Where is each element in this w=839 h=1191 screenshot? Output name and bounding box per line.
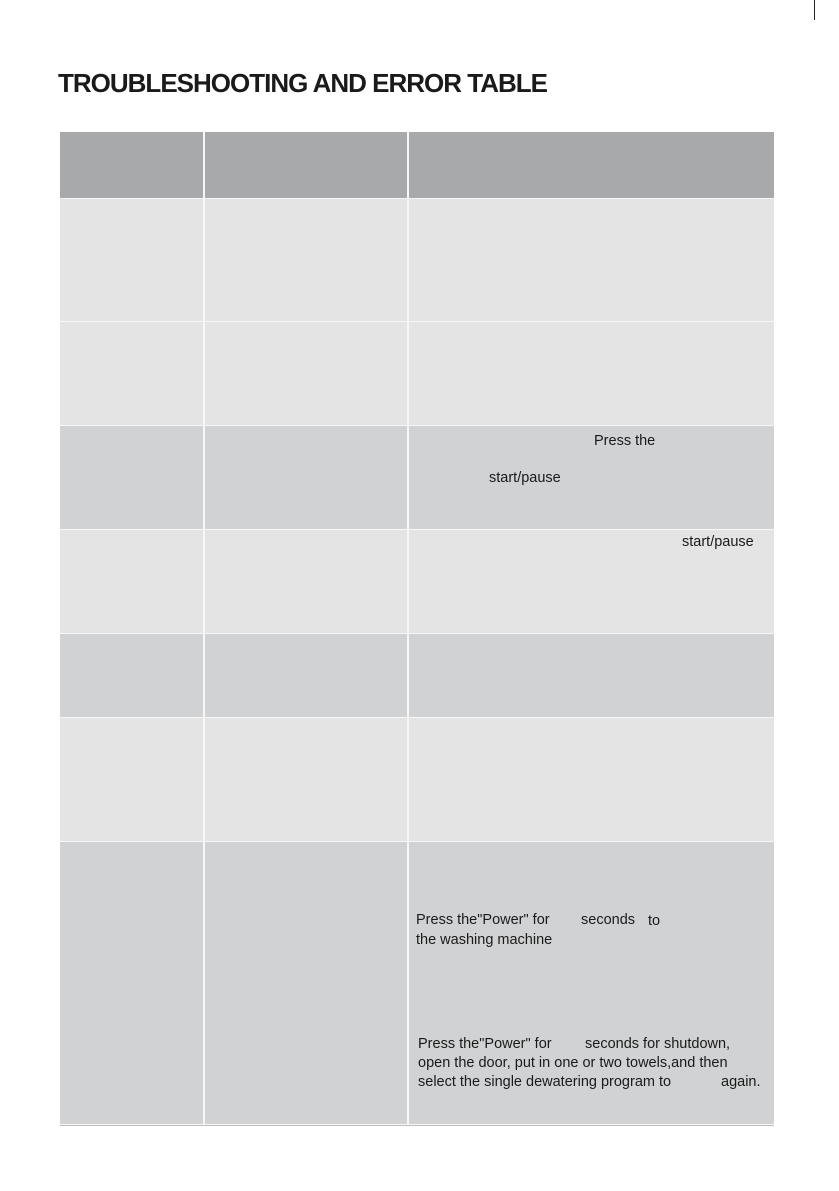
- row-5-cell-3: [407, 634, 774, 717]
- row-5-cell-2: [203, 634, 407, 717]
- row-6-cell-3: [407, 718, 774, 841]
- row-4-cell-3: [407, 530, 774, 633]
- table-row-6: [60, 718, 774, 842]
- row-4-cell-1: [60, 530, 203, 633]
- row-2-cell-2: [203, 322, 407, 425]
- row-4-start-pause: start/pause: [682, 534, 754, 550]
- table-header-row: [60, 132, 774, 199]
- row-3-cell-3: [407, 426, 774, 529]
- row-1-cell-3: [407, 199, 774, 321]
- row-3-cell-1: [60, 426, 203, 529]
- row-7-cell-1: [60, 842, 203, 1124]
- table-row-5: [60, 634, 774, 718]
- row-5-cell-1: [60, 634, 203, 717]
- row-7-line-5-b: again.: [721, 1074, 761, 1090]
- row-2-cell-1: [60, 322, 203, 425]
- row-3-start-pause: start/pause: [489, 470, 561, 486]
- troubleshooting-table: [60, 132, 774, 1126]
- row-7-cell-3: [407, 842, 774, 1124]
- row-7-line-5-a: select the single dewatering program to: [418, 1074, 672, 1090]
- row-1-cell-2: [203, 199, 407, 321]
- row-7-line-3-a: Press the"Power" for: [418, 1036, 552, 1052]
- table-row-4: [60, 530, 774, 634]
- row-7-line-1-b: seconds: [581, 912, 636, 928]
- page-title: TROUBLESHOOTING AND ERROR TABLE: [58, 68, 547, 98]
- header-cell-1: [60, 132, 203, 198]
- row-7-line-2: the washing machine: [416, 932, 553, 948]
- table-row-2: [60, 322, 774, 426]
- row-7-line-3-b: seconds for shutdown,: [585, 1036, 731, 1052]
- header-cell-3: [407, 132, 774, 198]
- row-7-line-1-a: Press the"Power" for: [416, 912, 550, 928]
- row-3-cell-2: [203, 426, 407, 529]
- header-cell-2: [203, 132, 407, 198]
- row-7-line-1-c: to: [648, 913, 661, 929]
- row-1-cell-1: [60, 199, 203, 321]
- row-3-press-the: Press the: [594, 433, 656, 449]
- table-row-1: [60, 199, 774, 322]
- page-corner-mark: [814, 0, 815, 20]
- row-4-cell-2: [203, 530, 407, 633]
- row-6-cell-1: [60, 718, 203, 841]
- row-7-line-4: open the door, put in one or two towels,and then: [418, 1055, 728, 1071]
- row-7-cell-2: [203, 842, 407, 1124]
- table-row-7: [60, 842, 774, 1125]
- row-6-cell-2: [203, 718, 407, 841]
- table-row-3: [60, 426, 774, 530]
- row-2-cell-3: [407, 322, 774, 425]
